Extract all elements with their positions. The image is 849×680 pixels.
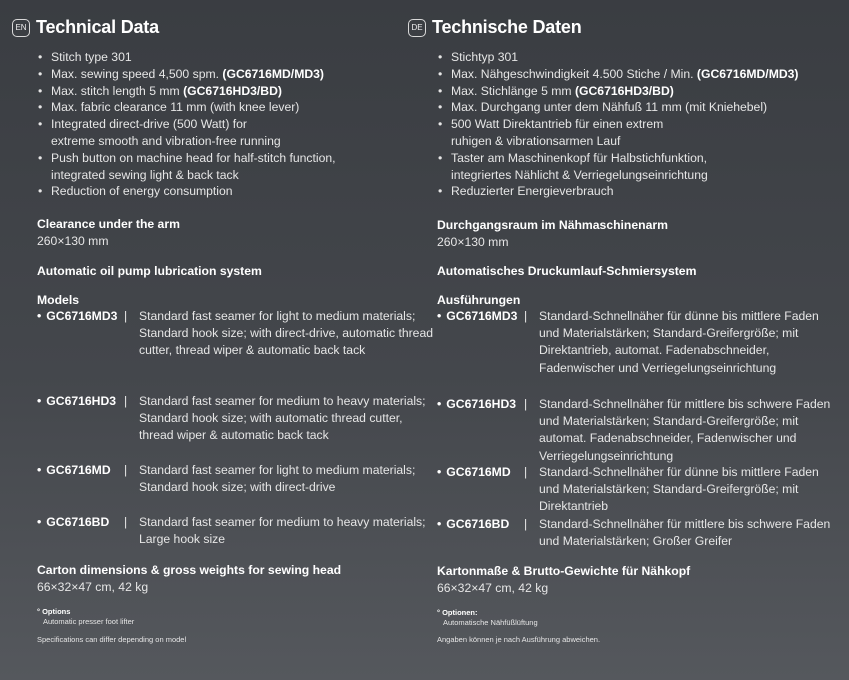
spec-list-de: [437, 49, 799, 200]
carton-title-en: Carton dimensions & gross weights for sewing head: [37, 563, 342, 577]
language-badge-de: DE: [408, 19, 426, 37]
spec-item: • 500 Watt Direktantrieb für einen extrem ruhigen & vibrationsarmen Lauf: [437, 116, 799, 150]
spec-item: • Taster am Maschinenkopf für Halbstichfunktion, integriertes Nählicht & Verriegelungseinrichtung: [437, 150, 799, 184]
spec-item: • Max. stitch length 5 mm (GC6716HD3/BD): [37, 83, 336, 100]
model-name: • GC6716MD: [37, 462, 111, 479]
clearance-value-en: 260×130 mm: [37, 234, 109, 248]
model-name: • GC6716BD: [37, 514, 109, 531]
options-item-en: Automatic presser foot lifter: [43, 617, 135, 626]
clearance-value-de: 260×130 mm: [437, 235, 509, 249]
spec-item: • Max. sewing speed 4,500 spm. (GC6716MD/MD3): [37, 66, 336, 83]
model-description: Standard-Schnellnäher für mittlere bis schwere Faden und Materialstärken; Standard-Greifergröße; mit automat. Fadenabschneider, Fadenwischer und Verriegelungseinrichtung: [539, 397, 831, 463]
spec-item: • Max. Durchgang unter dem Nähfuß 11 mm (mit Kniehebel): [437, 99, 799, 116]
model-description: Standard-Schnellnäher für dünne bis mittlere Faden und Materialstärken; Standard-Greifergröße; mit Direktantrieb, automat. Fadenabschneider, Fadenwischer und Verriegelungseinrichtung: [539, 309, 819, 375]
separator: |: [124, 515, 128, 529]
model-description: Standard fast seamer for medium to heavy materials; Standard hook size; with automatic thread cutter, thread wiper & automatic back tack: [139, 394, 426, 443]
separator: |: [524, 309, 528, 323]
page-title-en: Technical Data: [36, 17, 159, 37]
spec-list-en: [37, 49, 336, 200]
model-name: • GC6716HD3: [37, 393, 116, 410]
model-description: Standard-Schnellnäher für dünne bis mittlere Faden und Materialstärken; Standard-Greifergröße; mit Direktantrieb: [539, 465, 819, 514]
separator: |: [524, 517, 528, 531]
page-title-de: Technische Daten: [432, 17, 582, 37]
options-block-en: [37, 607, 134, 627]
spec-item: • Max. fabric clearance 11 mm (with knee lever): [37, 99, 336, 116]
separator: |: [124, 309, 128, 323]
spec-item: • Max. Nähgeschwindigkeit 4.500 Stiche / Min. (GC6716MD/MD3): [437, 66, 799, 83]
model-name: • GC6716BD: [437, 516, 509, 533]
separator: |: [124, 463, 128, 477]
model-description: Standard fast seamer for medium to heavy materials; Large hook size: [139, 515, 426, 547]
section-header-de: [408, 17, 582, 38]
model-name: • GC6716MD3: [37, 308, 117, 325]
model-description: Standard-Schnellnäher für mittlere bis schwere Faden und Materialstärken; Großer Greifer: [539, 517, 831, 549]
options-item-de: Automatische Nähfüßlüftung: [443, 618, 538, 627]
note-de: Angaben können je nach Ausführung abweichen.: [437, 635, 601, 644]
spec-item: • Reduction of energy consumption: [37, 183, 336, 200]
section-header-en: [12, 17, 159, 38]
lubrication-title-en: Automatic oil pump lubrication system: [37, 264, 262, 278]
separator: |: [124, 394, 128, 408]
separator: |: [524, 465, 528, 479]
spec-item: • Stitch type 301: [37, 49, 336, 66]
column-german: [404, 0, 849, 680]
spec-item: • Integrated direct-drive (500 Watt) for extreme smooth and vibration-free running: [37, 116, 336, 150]
model-name: • GC6716MD3: [437, 308, 517, 325]
model-name: • GC6716HD3: [437, 396, 516, 413]
models-title-de: Ausführungen: [437, 293, 521, 307]
lubrication-title-de: Automatisches Druckumlauf-Schmiersystem: [437, 264, 697, 278]
clearance-title-en: Clearance under the arm: [37, 217, 180, 231]
spec-item: • Max. Stichlänge 5 mm (GC6716HD3/BD): [437, 83, 799, 100]
model-name: • GC6716MD: [437, 464, 511, 481]
models-title-en: Models: [37, 293, 79, 307]
options-block-de: [437, 608, 538, 628]
model-description: Standard fast seamer for light to medium materials; Standard hook size; with direct-drive: [139, 463, 416, 495]
spec-item: • Stichtyp 301: [437, 49, 799, 66]
language-badge-en: EN: [12, 19, 30, 37]
carton-value-de: 66×32×47 cm, 42 kg: [437, 581, 549, 595]
clearance-title-de: Durchgangsraum im Nähmaschinenarm: [437, 218, 668, 232]
carton-value-en: 66×32×47 cm, 42 kg: [37, 580, 149, 594]
carton-title-de: Kartonmaße & Brutto-Gewichte für Nähkopf: [437, 564, 691, 578]
options-title-en: ° Options: [37, 607, 71, 616]
options-title-de: ° Optionen:: [437, 608, 478, 617]
spec-item: • Push button on machine head for half-stitch function, integrated sewing light & back tack: [37, 150, 336, 184]
note-en: Specifications can differ depending on model: [37, 635, 187, 644]
model-description: Standard fast seamer for light to medium materials; Standard hook size; with direct-drive, automatic thread cutter, thread wiper & automatic back tack: [139, 309, 433, 358]
separator: |: [524, 397, 528, 411]
spec-item: • Reduzierter Energieverbrauch: [437, 183, 799, 200]
